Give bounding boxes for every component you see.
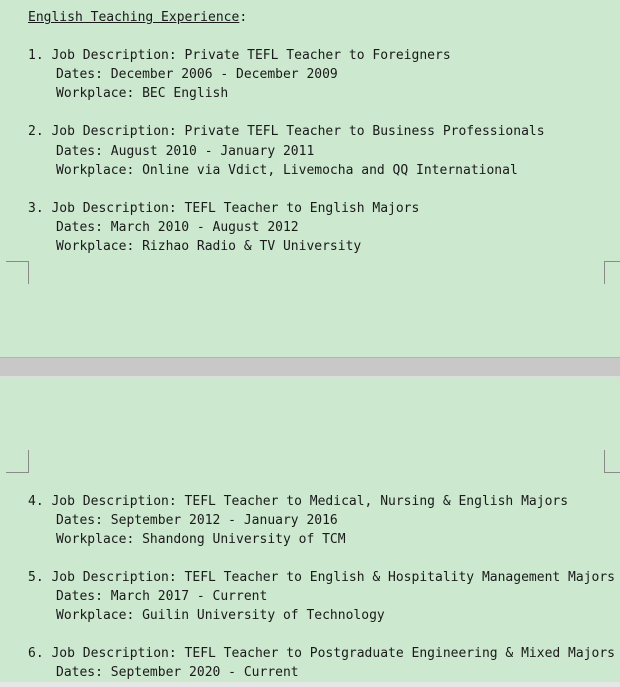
section-heading-text: English Teaching Experience xyxy=(28,10,240,25)
job-description-line xyxy=(28,644,615,663)
job-number: 1. xyxy=(28,48,44,63)
job-number: 3. xyxy=(28,201,44,216)
job-workplace: Workplace: Shandong University of TCM xyxy=(56,532,346,547)
job-workplace: Workplace: Rizhao Radio & TV University xyxy=(56,239,362,254)
job-description: Job Description: TEFL Teacher to Postgraduate Engineering & Mixed Majors xyxy=(51,646,616,661)
page-margin-corner-mark xyxy=(6,261,29,284)
section-heading xyxy=(28,8,247,27)
job-description: Job Description: TEFL Teacher to English Majors xyxy=(51,201,420,216)
horizontal-scrollbar[interactable] xyxy=(0,682,620,687)
page-margin-corner-mark xyxy=(6,450,29,473)
page-margin-corner-mark xyxy=(604,261,620,284)
job-number: 5. xyxy=(28,570,44,585)
job-description-line xyxy=(28,122,545,141)
page-margin-corner-mark xyxy=(604,450,620,473)
job-dates: Dates: December 2006 - December 2009 xyxy=(56,67,338,82)
job-description-line xyxy=(28,46,451,65)
job-dates: Dates: August 2010 - January 2011 xyxy=(56,144,315,159)
job-dates: Dates: March 2017 - Current xyxy=(56,589,268,604)
job-dates: Dates: September 2012 - January 2016 xyxy=(56,513,338,528)
job-workplace: Workplace: Online via Vdict, Livemocha and QQ International xyxy=(56,163,518,178)
job-dates: Dates: March 2010 - August 2012 xyxy=(56,220,299,235)
job-description-line xyxy=(28,199,419,218)
job-number: 6. xyxy=(28,646,44,661)
job-description-line xyxy=(28,568,615,587)
section-heading-colon: : xyxy=(239,10,248,25)
page-break-gap xyxy=(0,357,620,377)
job-number: 4. xyxy=(28,494,44,509)
job-number: 2. xyxy=(28,124,44,139)
job-workplace: Workplace: Guilin University of Technology xyxy=(56,608,385,623)
job-description: Job Description: Private TEFL Teacher to Foreigners xyxy=(51,48,451,63)
job-workplace: Workplace: BEC English xyxy=(56,86,229,101)
job-description-line xyxy=(28,492,568,511)
job-description: Job Description: TEFL Teacher to English & Hospitality Management Majors xyxy=(51,570,616,585)
job-description: Job Description: Private TEFL Teacher to Business Professionals xyxy=(51,124,545,139)
job-description: Job Description: TEFL Teacher to Medical, Nursing & English Majors xyxy=(51,494,569,509)
job-dates: Dates: September 2020 - Current xyxy=(56,665,299,680)
